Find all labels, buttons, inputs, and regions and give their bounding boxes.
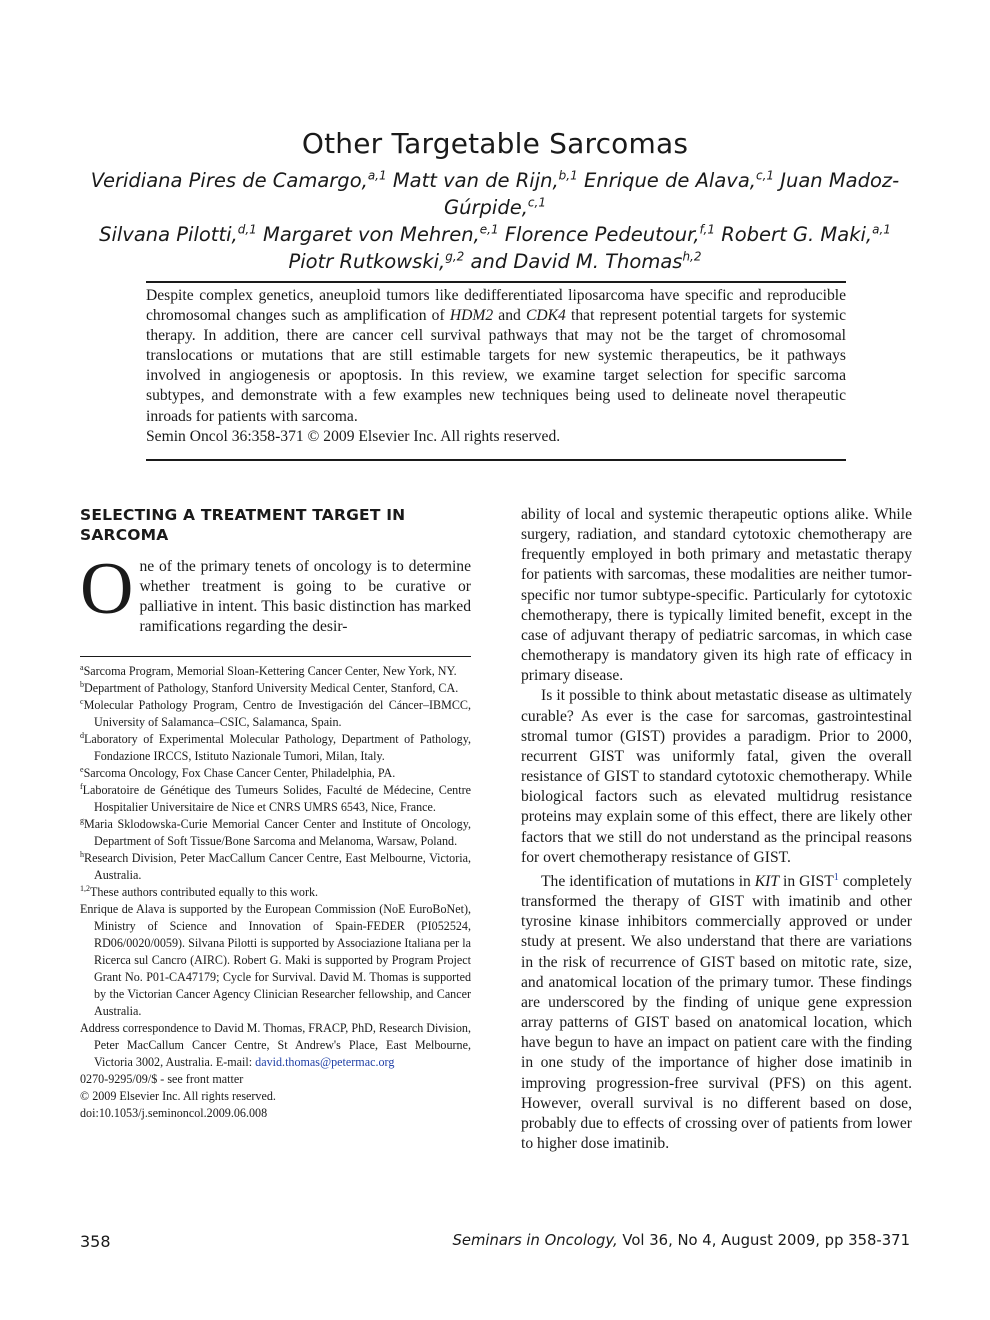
footnote-affiliation: $^f$Laboratoire de Génétique des Tumeurs Solides, Faculté de Médecine, Centre Hospitalier Universitaire de Nice et CNRS UMRS 6543, Nice, France. (80, 781, 471, 814)
author: Florence Pedeutour,$^{f,1}$ (504, 222, 715, 246)
body-paragraph: The identification of mutations in KIT in GIST$^1$ completely transformed the therapy of GIST with imatinib and other tyrosine kinase inhibitors commercially approved or under study at present. We also understand that there are variations in the risk of recurrence of GIST based on mitotic rate, size, and anatomical location of the primary tumor. These findings are underscored by the finding of unique gene expression array patterns of GIST based on anatomical location, which have begun to have an impact on patient care with the finding in one study of the importance of higher dose imatinib in improving progression-free survival (PFS) on this agent. However, overall survival is no different based on dose, probably due to effects of crossing over of patients from lower to higher dose imatinib. (521, 871, 912, 1153)
body-paragraph: Is it possible to think about metastatic disease as ultimately curable? As ever is the case for sarcomas, gastrointestinal stromal tumor (GIST) provides a paradigm. Prior to 2000, recurrent GIST was uniformly fatal, given the overall resistance of GIST to standard cytotoxic chemotherapy. While biological factors such as elevated multidrug resistance proteins may explain some of this effect, there are likely other factors that we still do not understand as the principal reasons for overt chemotherapy resistance of GIST. (521, 687, 912, 866)
right-column (521, 505, 912, 1154)
email-link[interactable]: david.thomas@petermac.org (255, 1054, 395, 1069)
footnote-affiliation: $^b$Department of Pathology, Stanford University Medical Center, Stanford, CA. (80, 679, 459, 695)
journal-citation: Seminars in Oncology, Vol 36, No 4, August 2009, pp 358-371 (452, 1232, 910, 1249)
author: Robert G. Maki,$^{a,1}$ (721, 222, 891, 246)
footnote-affiliation: $^a$Sarcoma Program, Memorial Sloan-Kettering Cancer Center, New York, NY. (80, 662, 457, 678)
footnote-affiliation: $^c$Molecular Pathology Program, Centro de Investigación del Cáncer–IBMCC, University of Salamanca–CSIC, Salamanca, Spain. (80, 696, 471, 729)
author: Juan Madoz-Gúrpide,$^{c,1}$ (444, 169, 900, 219)
footnote-affiliation: $^g$Maria Sklodowska-Curie Memorial Cancer Center and Institute of Oncology, Department of Soft Tissue/Bone Sarcoma and Melanoma, Warsaw, Poland. (80, 815, 471, 848)
footnote-equal-contribution: $^{1,2}$These authors contributed equally to this work. (80, 883, 319, 899)
abstract-text: Despite complex genetics, aneuploid tumors like dedifferentiated liposarcoma have specific and reproducible chromosomal changes such as amplification of HDM2 and CDK4 that represent potential targets for systemic therapy. In addition, there are cancer cell survival pathways that may not be the target of chromosomal translocations or mutations that are still estimable targets for new systemic therapeutics, be it pathways involved in angiogenesis or apoptosis. In this review, we examine target selection for specific sarcoma subtypes, and demonstrate with a few examples new techniques being used to delineate novel therapeutic inroads for patients with sarcoma. (146, 287, 846, 425)
body-paragraph: ability of local and systemic therapeutic options alike. While surgery, radiation, and standard cytotoxic chemotherapy are frequently employed in both primary and metastatic therapy for patients with sarcomas, these modalities are neither tumor-specific nor tumor subtype-specific. Particularly for cytotoxic chemotherapy, there is typically limited benefit, except in the case of adjuvant therapy of pediatric sarcomas, in which case chemotherapy is mandatory given its high rate of efficacy in primary disease. (521, 506, 912, 685)
footnote-affiliation: $^d$Laboratory of Experimental Molecular Pathology, Department of Pathology, Fondazione IRCCS, Istituto Nazionale Tumori, Milan, Italy. (80, 730, 471, 763)
author: and David M. Thomas$^{h,2}$ (470, 249, 702, 273)
drop-cap: O (80, 548, 134, 630)
abstract-bottom-rule (146, 459, 846, 461)
author: Margaret von Mehren,$^{e,1}$ (263, 222, 499, 246)
page-number: 358 (80, 1232, 111, 1251)
footnote-affiliation: $^e$Sarcoma Oncology, Fox Chase Cancer Center, Philadelphia, PA. (80, 764, 396, 780)
reference-link[interactable]: 1 (833, 871, 839, 883)
author: Veridiana Pires de Camargo,$^{a,1}$ (90, 168, 387, 192)
intro-paragraph: One of the primary tenets of oncology is to determine whether treatment is going to be curative or palliative in intent. This basic distinction has marked ramifications regarding the desir- (80, 548, 471, 636)
footnote-correspondence: Address correspondence to David M. Thomas, FRACP, PhD, Research Division, Peter MacCallum Cancer Centre, St Andrew's Place, East Melbourne, Victoria 3002, Australia. E-mail: david.thomas@petermac.org (80, 1020, 471, 1069)
article-title: Other Targetable Sarcomas (301, 126, 689, 160)
footnote-affiliation: $^h$Research Division, Peter MacCallum Cancer Centre, East Melbourne, Victoria, Australia. (80, 849, 471, 882)
footnote-doi: doi:10.1053/j.seminoncol.2009.06.008 (80, 1105, 268, 1120)
footnote-copyright: © 2009 Elsevier Inc. All rights reserved. (80, 1088, 276, 1103)
abstract-top-rule (146, 281, 846, 283)
footnote-issn: 0270-9295/09/$ - see front matter (80, 1071, 244, 1086)
footnote-funding: Enrique de Alava is supported by the European Commission (NoE EuroBoNet), Ministry of Science and Innovation of Spain-FEDER (PI052524, RD06/0020/0059). Silvana Pilotti is supported by Associazione Italiana per la Ricerca sul Cancro (AIRC). Robert G. Maki is supported by Program Project Grant No. P01-CA47179; Cycle for Survival. David M. Thomas is supported by the Victorian Cancer Agency Clinician Researcher fellowship, and Cancer Australia. (80, 901, 471, 1018)
abstract (146, 286, 846, 447)
footnote-rule (80, 656, 471, 657)
author: Matt van de Rijn,$^{b,1}$ (392, 168, 578, 192)
section-heading: SELECTING A TREATMENT TARGET IN SARCOMA (80, 506, 406, 544)
author: Silvana Pilotti,$^{d,1}$ (99, 222, 257, 246)
abstract-citation: Semin Oncol 36:358-371 © 2009 Elsevier Inc. All rights reserved. (146, 427, 561, 445)
left-column (80, 505, 471, 1122)
footnotes (80, 663, 471, 1122)
author: Enrique de Alava,$^{c,1}$ (583, 168, 775, 192)
author-list (70, 167, 920, 275)
author: Piotr Rutkowski,$^{g,2}$ (288, 249, 465, 273)
